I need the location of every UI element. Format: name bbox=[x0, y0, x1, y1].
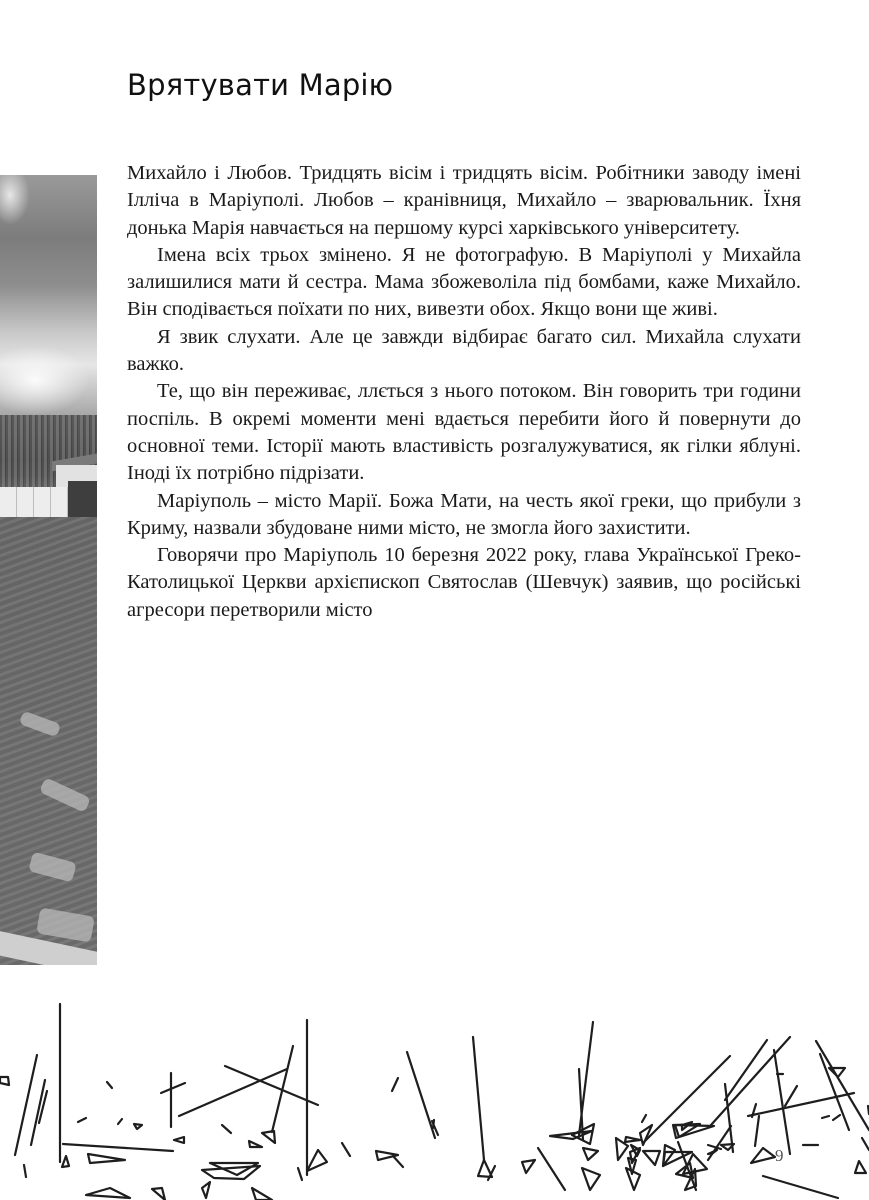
photo-ground-patch bbox=[28, 852, 77, 883]
photo-ground-patch bbox=[39, 777, 91, 813]
photo-ground-patch bbox=[19, 711, 61, 738]
body-text bbox=[127, 160, 801, 624]
paragraph: Говорячи про Маріуполь 10 березня 2022 року, глава Української Греко-Католицької Церкви архієпископ Святослав (Шевчук) заявив, що російські агресори перетворили місто bbox=[127, 544, 801, 621]
photo-gate bbox=[68, 481, 97, 517]
paragraph: Михайло і Любов. Тридцять вісім і тридцять вісім. Робітники заводу імені Ілліча в Маріуполі. Любов – кранівниця, Михайло – зварювальник. Їхня донька Марія навчається на першому курсі харківського університету. bbox=[127, 162, 801, 239]
paragraph: Те, що він переживає, ллється з нього потоком. Він говорить три години поспіль. В окремі моменти мені вдається перебити його й повернути до основної теми. Історії мають властивість розгалужуватися, як гілки яблуні. Іноді їх потрібно підрізати. bbox=[127, 380, 801, 485]
chapter-title: Врятувати Марію bbox=[127, 68, 394, 102]
photo-fence bbox=[0, 487, 72, 517]
page-number: 9 bbox=[775, 1146, 784, 1165]
paragraph: Імена всіх трьох змінено. Я не фотографую. В Маріуполі у Михайла залишилися мати й сестра. Мама збожеволіла під бомбами, каже Михайло. Він сподівається поїхати по них, вивезти обох. Якщо вони ще живі. bbox=[127, 243, 801, 321]
paragraph: Маріуполь – місто Марії. Божа Мати, на честь якої греки, що прибули з Криму, назвали збудоване ними місто, не змогла його захистити. bbox=[127, 489, 801, 539]
photo-road bbox=[0, 517, 97, 965]
photo-strip bbox=[0, 175, 97, 965]
photo-cloud bbox=[0, 175, 30, 225]
photo-sky-glow bbox=[0, 345, 90, 415]
photo-ground-patch bbox=[36, 907, 95, 942]
paragraph: Я звик слухати. Але це завжди відбирає багато сил. Михайла слухати важко. bbox=[127, 325, 801, 376]
decorative-shards bbox=[0, 990, 869, 1200]
